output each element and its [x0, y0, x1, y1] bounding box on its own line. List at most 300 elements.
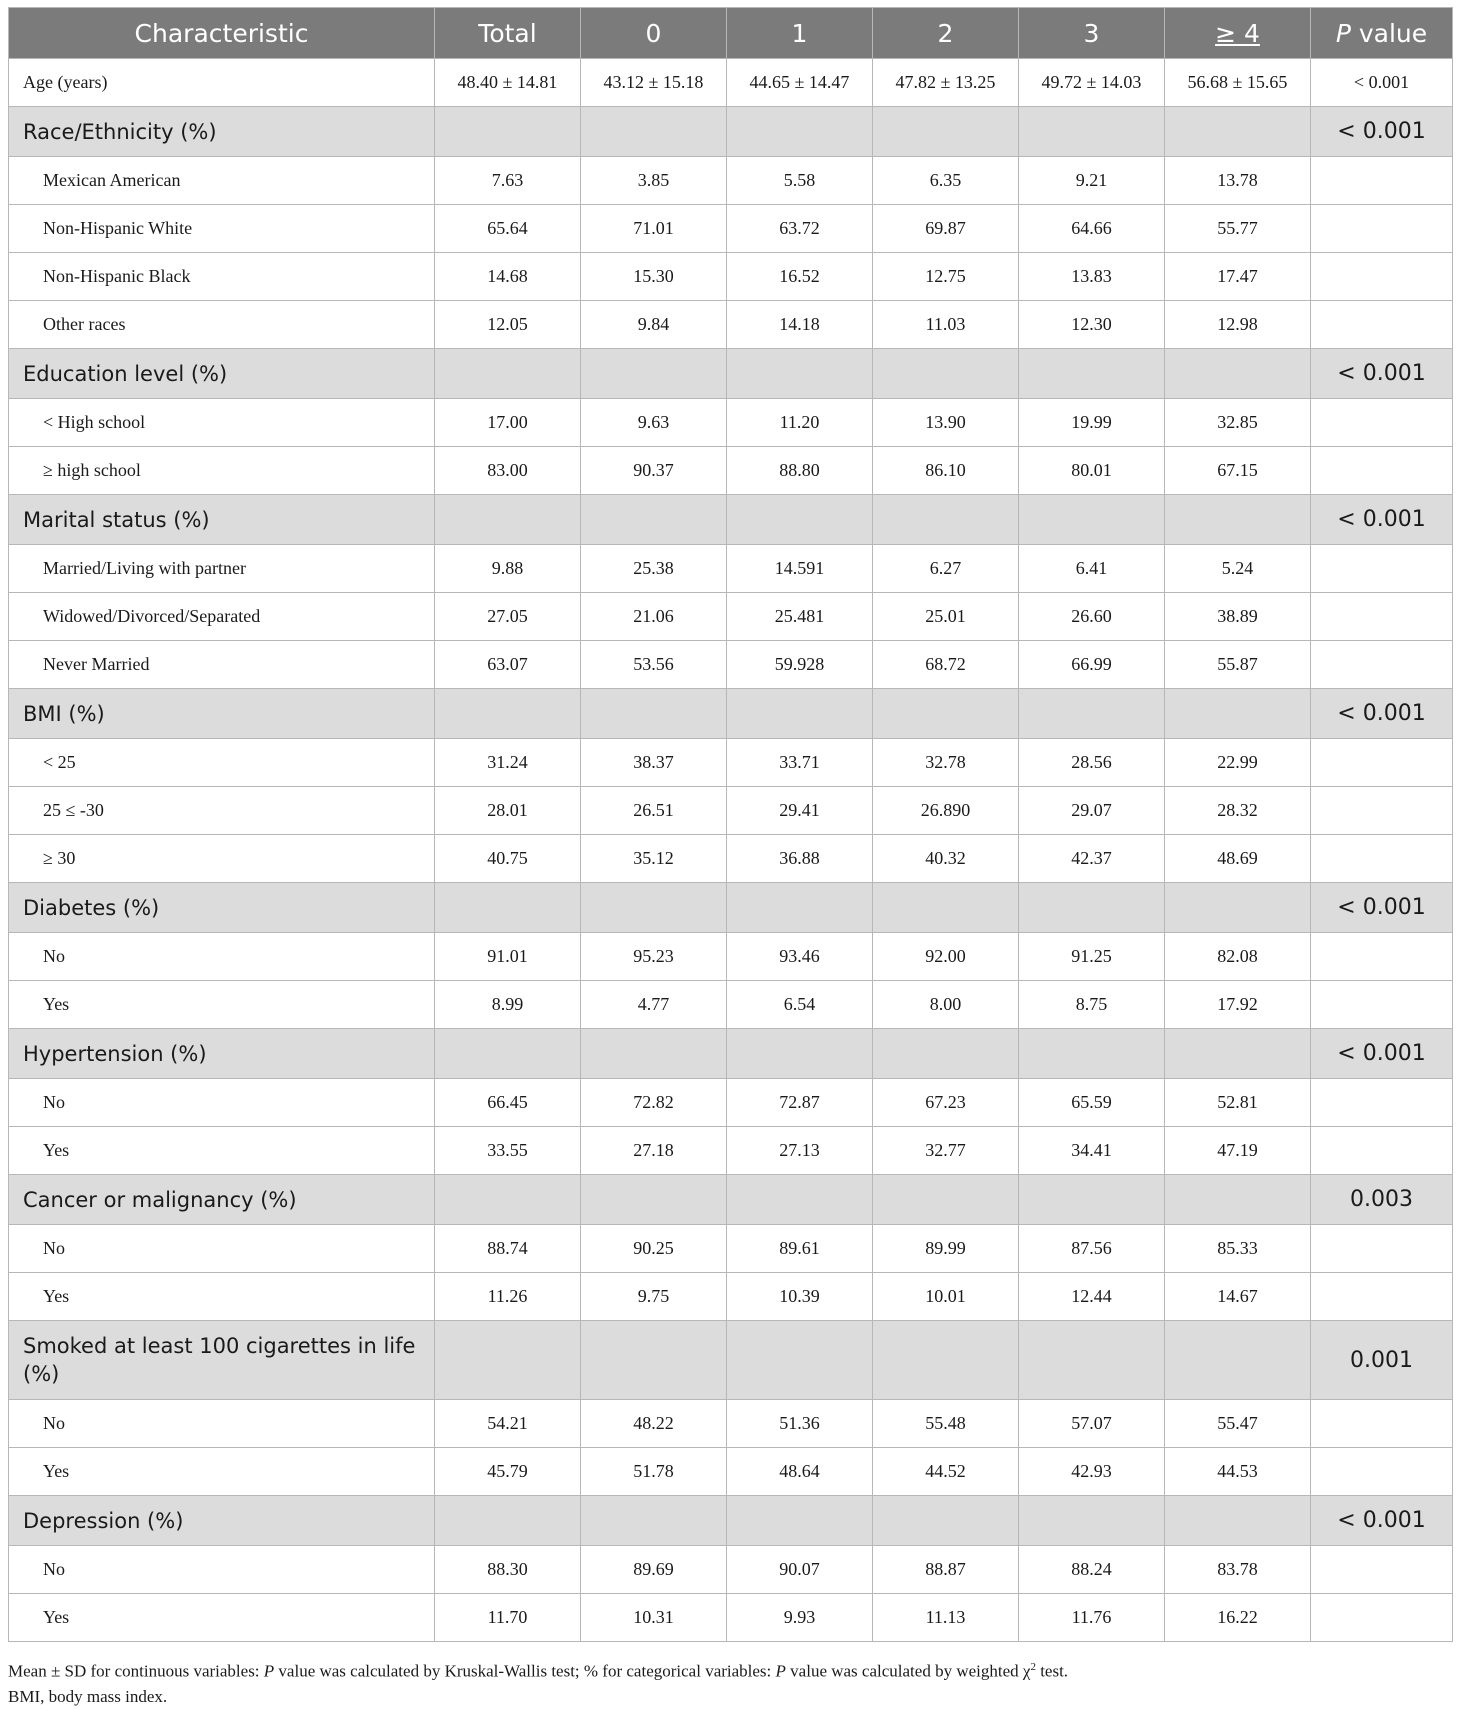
header-group-1: 1: [727, 8, 873, 59]
row-label: No: [9, 1225, 435, 1273]
row-value: 29.41: [727, 787, 873, 835]
row-value: 95.23: [581, 933, 727, 981]
section-label: Education level (%): [9, 349, 435, 399]
row-value: 10.31: [581, 1594, 727, 1642]
section-empty-cell: [727, 1321, 873, 1400]
row-value: 90.37: [581, 447, 727, 495]
row-value: 52.81: [1165, 1079, 1311, 1127]
table-row: [9, 1448, 1453, 1496]
row-value: 9.63: [581, 399, 727, 447]
row-p-empty: [1311, 205, 1453, 253]
row-value: 35.12: [581, 835, 727, 883]
row-value: 25.481: [727, 593, 873, 641]
section-empty-cell: [435, 1175, 581, 1225]
row-value: 67.15: [1165, 447, 1311, 495]
section-empty-cell: [873, 1029, 1019, 1079]
row-value: 54.21: [435, 1400, 581, 1448]
row-label: Mexican American: [9, 157, 435, 205]
section-empty-cell: [1019, 1496, 1165, 1546]
row-p-empty: [1311, 447, 1453, 495]
section-empty-cell: [435, 1321, 581, 1400]
section-empty-cell: [873, 495, 1019, 545]
section-p-value: 0.003: [1311, 1175, 1453, 1225]
section-label: Hypertension (%): [9, 1029, 435, 1079]
section-header-row: [9, 495, 1453, 545]
row-value: 53.56: [581, 641, 727, 689]
section-empty-cell: [1165, 495, 1311, 545]
section-header-row: [9, 1029, 1453, 1079]
row-value: 44.53: [1165, 1448, 1311, 1496]
row-value: 63.07: [435, 641, 581, 689]
row-value: 55.87: [1165, 641, 1311, 689]
row-label: No: [9, 933, 435, 981]
row-value: 55.77: [1165, 205, 1311, 253]
row-value: 19.99: [1019, 399, 1165, 447]
table-row: [9, 399, 1453, 447]
row-value: 9.21: [1019, 157, 1165, 205]
row-value: 27.05: [435, 593, 581, 641]
row-value: 65.64: [435, 205, 581, 253]
table-row: [9, 253, 1453, 301]
table-row: [9, 787, 1453, 835]
section-empty-cell: [1019, 107, 1165, 157]
row-value: 88.30: [435, 1546, 581, 1594]
row-value: 32.78: [873, 739, 1019, 787]
table-row: [9, 933, 1453, 981]
row-value: 9.75: [581, 1273, 727, 1321]
section-empty-cell: [581, 495, 727, 545]
row-value: 6.35: [873, 157, 1019, 205]
row-value: 72.82: [581, 1079, 727, 1127]
header-group-3: 3: [1019, 8, 1165, 59]
row-value: 13.78: [1165, 157, 1311, 205]
header-p-value-label: [1336, 19, 1427, 48]
section-header-row: [9, 689, 1453, 739]
section-empty-cell: [1019, 1175, 1165, 1225]
age-group-0: 43.12 ± 15.18: [581, 59, 727, 107]
row-value: 93.46: [727, 933, 873, 981]
section-empty-cell: [581, 689, 727, 739]
row-value: 72.87: [727, 1079, 873, 1127]
header-characteristic: Characteristic: [9, 8, 435, 59]
row-value: 42.37: [1019, 835, 1165, 883]
footnote-p-letter-2: P: [775, 1661, 786, 1681]
row-value: 33.55: [435, 1127, 581, 1175]
section-empty-cell: [873, 1321, 1019, 1400]
row-value: 28.32: [1165, 787, 1311, 835]
row-p-empty: [1311, 1273, 1453, 1321]
row-value: 25.38: [581, 545, 727, 593]
section-empty-cell: [435, 349, 581, 399]
section-header-row: [9, 349, 1453, 399]
section-p-value: 0.001: [1311, 1321, 1453, 1400]
row-value: 28.56: [1019, 739, 1165, 787]
section-empty-cell: [873, 107, 1019, 157]
row-value: 80.01: [1019, 447, 1165, 495]
row-value: 47.19: [1165, 1127, 1311, 1175]
section-empty-cell: [435, 495, 581, 545]
footnote-methods: [8, 1655, 1448, 1684]
section-label: Diabetes (%): [9, 883, 435, 933]
row-label: No: [9, 1400, 435, 1448]
section-empty-cell: [727, 883, 873, 933]
row-value: 27.13: [727, 1127, 873, 1175]
row-value: 42.93: [1019, 1448, 1165, 1496]
row-value: 91.25: [1019, 933, 1165, 981]
footnote-part3: value was calculated by weighted χ: [785, 1661, 1031, 1681]
section-empty-cell: [1019, 883, 1165, 933]
section-empty-cell: [727, 1175, 873, 1225]
age-label: Age (years): [9, 59, 435, 107]
table-row: [9, 205, 1453, 253]
characteristics-table: [8, 7, 1453, 1642]
header-group-4-plus-label: ≥ 4: [1215, 18, 1260, 48]
row-value: 10.01: [873, 1273, 1019, 1321]
section-p-value: < 0.001: [1311, 1496, 1453, 1546]
row-value: 13.83: [1019, 253, 1165, 301]
section-label: Depression (%): [9, 1496, 435, 1546]
row-value: 45.79: [435, 1448, 581, 1496]
section-empty-cell: [581, 1496, 727, 1546]
row-p-empty: [1311, 545, 1453, 593]
header-p-italic: P: [1335, 18, 1351, 48]
age-group-2: 47.82 ± 13.25: [873, 59, 1019, 107]
row-value: 66.99: [1019, 641, 1165, 689]
section-empty-cell: [1165, 1321, 1311, 1400]
header-group-4-plus: [1165, 8, 1311, 59]
row-value: 12.05: [435, 301, 581, 349]
row-value: 7.63: [435, 157, 581, 205]
row-value: 67.23: [873, 1079, 1019, 1127]
row-value: 36.88: [727, 835, 873, 883]
section-header-row: [9, 1496, 1453, 1546]
row-value: 88.74: [435, 1225, 581, 1273]
row-value: 64.66: [1019, 205, 1165, 253]
row-value: 11.20: [727, 399, 873, 447]
section-empty-cell: [873, 883, 1019, 933]
row-value: 40.75: [435, 835, 581, 883]
row-p-empty: [1311, 399, 1453, 447]
row-value: 8.75: [1019, 981, 1165, 1029]
table-row: [9, 1546, 1453, 1594]
section-label: Cancer or malignancy (%): [9, 1175, 435, 1225]
row-value: 88.24: [1019, 1546, 1165, 1594]
row-p-empty: [1311, 253, 1453, 301]
section-empty-cell: [1165, 883, 1311, 933]
row-value: 9.84: [581, 301, 727, 349]
table-body: [9, 59, 1453, 1642]
row-label: No: [9, 1079, 435, 1127]
section-empty-cell: [727, 1496, 873, 1546]
row-value: 68.72: [873, 641, 1019, 689]
row-value: 38.37: [581, 739, 727, 787]
section-p-value: < 0.001: [1311, 107, 1453, 157]
header-p-value: [1311, 8, 1453, 59]
section-empty-cell: [1019, 689, 1165, 739]
section-empty-cell: [435, 689, 581, 739]
row-p-empty: [1311, 301, 1453, 349]
row-value: 9.93: [727, 1594, 873, 1642]
row-value: 51.78: [581, 1448, 727, 1496]
section-empty-cell: [581, 107, 727, 157]
row-value: 8.99: [435, 981, 581, 1029]
row-p-empty: [1311, 1400, 1453, 1448]
row-p-empty: [1311, 1127, 1453, 1175]
section-empty-cell: [435, 1029, 581, 1079]
header-row: [9, 8, 1453, 59]
section-empty-cell: [1165, 1029, 1311, 1079]
section-empty-cell: [727, 495, 873, 545]
row-value: 83.78: [1165, 1546, 1311, 1594]
row-value: 44.52: [873, 1448, 1019, 1496]
row-p-empty: [1311, 787, 1453, 835]
row-label: Yes: [9, 1273, 435, 1321]
row-value: 12.44: [1019, 1273, 1165, 1321]
row-value: 4.77: [581, 981, 727, 1029]
row-value: 10.39: [727, 1273, 873, 1321]
table-row: [9, 545, 1453, 593]
row-value: 38.89: [1165, 593, 1311, 641]
section-empty-cell: [1165, 107, 1311, 157]
row-value: 90.07: [727, 1546, 873, 1594]
row-value: 91.01: [435, 933, 581, 981]
section-empty-cell: [1165, 349, 1311, 399]
row-value: 11.26: [435, 1273, 581, 1321]
footnote-abbreviation: BMI, body mass index.: [8, 1686, 168, 1706]
row-value: 14.67: [1165, 1273, 1311, 1321]
row-value: 55.48: [873, 1400, 1019, 1448]
table-row: [9, 1079, 1453, 1127]
row-value: 88.80: [727, 447, 873, 495]
section-empty-cell: [435, 883, 581, 933]
row-p-empty: [1311, 981, 1453, 1029]
row-label: Non-Hispanic White: [9, 205, 435, 253]
row-value: 16.22: [1165, 1594, 1311, 1642]
row-value: 89.69: [581, 1546, 727, 1594]
row-value: 69.87: [873, 205, 1019, 253]
row-value: 6.41: [1019, 545, 1165, 593]
row-value: 17.47: [1165, 253, 1311, 301]
row-label: ≥ 30: [9, 835, 435, 883]
row-p-empty: [1311, 1594, 1453, 1642]
section-empty-cell: [1165, 1175, 1311, 1225]
section-empty-cell: [873, 1496, 1019, 1546]
header-p-rest: value: [1350, 18, 1428, 48]
header-total: Total: [435, 8, 581, 59]
row-label: Yes: [9, 1594, 435, 1642]
row-value: 14.18: [727, 301, 873, 349]
section-p-value: < 0.001: [1311, 689, 1453, 739]
footnote-part1: Mean ± SD for continuous variables:: [8, 1661, 264, 1681]
section-empty-cell: [581, 883, 727, 933]
row-value: 12.98: [1165, 301, 1311, 349]
row-value: 57.07: [1019, 1400, 1165, 1448]
age-group-4-plus: 56.68 ± 15.65: [1165, 59, 1311, 107]
row-value: 25.01: [873, 593, 1019, 641]
row-value: 21.06: [581, 593, 727, 641]
section-header-row: [9, 1175, 1453, 1225]
row-value: 48.69: [1165, 835, 1311, 883]
section-header-row: [9, 107, 1453, 157]
row-value: 15.30: [581, 253, 727, 301]
section-empty-cell: [1019, 1321, 1165, 1400]
age-group-3: 49.72 ± 14.03: [1019, 59, 1165, 107]
age-row: [9, 59, 1453, 107]
row-label: 25 ≤ -30: [9, 787, 435, 835]
section-label: Smoked at least 100 cigarettes in life (%): [9, 1321, 435, 1400]
row-value: 17.92: [1165, 981, 1311, 1029]
table-row: [9, 447, 1453, 495]
row-value: 14.591: [727, 545, 873, 593]
row-value: 26.60: [1019, 593, 1165, 641]
row-value: 32.85: [1165, 399, 1311, 447]
row-value: 66.45: [435, 1079, 581, 1127]
row-value: 3.85: [581, 157, 727, 205]
row-label: < 25: [9, 739, 435, 787]
row-p-empty: [1311, 641, 1453, 689]
header-group-2: 2: [873, 8, 1019, 59]
row-value: 26.51: [581, 787, 727, 835]
table-row: [9, 641, 1453, 689]
header-group-0: 0: [581, 8, 727, 59]
row-value: 48.64: [727, 1448, 873, 1496]
age-p-value: < 0.001: [1311, 59, 1453, 107]
row-p-empty: [1311, 1225, 1453, 1273]
row-value: 29.07: [1019, 787, 1165, 835]
row-label: < High school: [9, 399, 435, 447]
row-p-empty: [1311, 933, 1453, 981]
section-empty-cell: [873, 689, 1019, 739]
table-row: [9, 981, 1453, 1029]
row-label: Never Married: [9, 641, 435, 689]
row-value: 11.70: [435, 1594, 581, 1642]
row-value: 83.00: [435, 447, 581, 495]
row-value: 89.61: [727, 1225, 873, 1273]
row-value: 16.52: [727, 253, 873, 301]
row-label: Yes: [9, 981, 435, 1029]
row-label: No: [9, 1546, 435, 1594]
row-label: ≥ high school: [9, 447, 435, 495]
section-empty-cell: [1165, 1496, 1311, 1546]
section-p-value: < 0.001: [1311, 883, 1453, 933]
table-footnotes: [8, 1655, 1448, 1709]
footnote-part2: value was calculated by Kruskal-Wallis test; % for categorical variables:: [274, 1661, 776, 1681]
section-label: Race/Ethnicity (%): [9, 107, 435, 157]
footnote-superscript: 2: [1030, 1661, 1036, 1673]
row-value: 28.01: [435, 787, 581, 835]
row-value: 11.76: [1019, 1594, 1165, 1642]
section-label: BMI (%): [9, 689, 435, 739]
row-value: 5.58: [727, 157, 873, 205]
table-row: [9, 301, 1453, 349]
row-value: 22.99: [1165, 739, 1311, 787]
section-empty-cell: [1019, 349, 1165, 399]
row-value: 12.30: [1019, 301, 1165, 349]
row-value: 71.01: [581, 205, 727, 253]
row-value: 17.00: [435, 399, 581, 447]
row-value: 82.08: [1165, 933, 1311, 981]
section-empty-cell: [873, 349, 1019, 399]
section-empty-cell: [581, 1175, 727, 1225]
row-value: 48.22: [581, 1400, 727, 1448]
row-value: 33.71: [727, 739, 873, 787]
row-value: 90.25: [581, 1225, 727, 1273]
section-empty-cell: [581, 1029, 727, 1079]
row-label: Married/Living with partner: [9, 545, 435, 593]
section-empty-cell: [727, 107, 873, 157]
row-p-empty: [1311, 157, 1453, 205]
table-row: [9, 1273, 1453, 1321]
row-p-empty: [1311, 1546, 1453, 1594]
row-value: 27.18: [581, 1127, 727, 1175]
row-value: 12.75: [873, 253, 1019, 301]
table-container: [8, 7, 1452, 1642]
table-row: [9, 1400, 1453, 1448]
section-empty-cell: [1165, 689, 1311, 739]
row-label: Yes: [9, 1448, 435, 1496]
row-value: 59.928: [727, 641, 873, 689]
row-label: Non-Hispanic Black: [9, 253, 435, 301]
row-p-empty: [1311, 739, 1453, 787]
section-label: Marital status (%): [9, 495, 435, 545]
footnote-part4: test.: [1035, 1661, 1069, 1681]
section-empty-cell: [1019, 495, 1165, 545]
age-group-1: 44.65 ± 14.47: [727, 59, 873, 107]
row-value: 14.68: [435, 253, 581, 301]
row-value: 40.32: [873, 835, 1019, 883]
row-p-empty: [1311, 1448, 1453, 1496]
row-value: 51.36: [727, 1400, 873, 1448]
row-value: 92.00: [873, 933, 1019, 981]
row-value: 89.99: [873, 1225, 1019, 1273]
section-header-row: [9, 883, 1453, 933]
row-value: 8.00: [873, 981, 1019, 1029]
row-value: 55.47: [1165, 1400, 1311, 1448]
footnote-p-letter-1: P: [263, 1661, 275, 1681]
row-value: 87.56: [1019, 1225, 1165, 1273]
section-empty-cell: [435, 107, 581, 157]
table-row: [9, 157, 1453, 205]
section-empty-cell: [435, 1496, 581, 1546]
section-empty-cell: [873, 1175, 1019, 1225]
row-label: Yes: [9, 1127, 435, 1175]
row-value: 13.90: [873, 399, 1019, 447]
row-value: 9.88: [435, 545, 581, 593]
section-header-row: [9, 1321, 1453, 1400]
section-p-value: < 0.001: [1311, 1029, 1453, 1079]
section-empty-cell: [581, 1321, 727, 1400]
row-value: 11.03: [873, 301, 1019, 349]
table-row: [9, 1225, 1453, 1273]
section-empty-cell: [1019, 1029, 1165, 1079]
section-empty-cell: [581, 349, 727, 399]
row-value: 32.77: [873, 1127, 1019, 1175]
section-p-value: < 0.001: [1311, 495, 1453, 545]
row-label: Other races: [9, 301, 435, 349]
row-value: 34.41: [1019, 1127, 1165, 1175]
section-empty-cell: [727, 349, 873, 399]
row-value: 26.890: [873, 787, 1019, 835]
row-value: 6.27: [873, 545, 1019, 593]
table-row: [9, 593, 1453, 641]
table-row: [9, 835, 1453, 883]
row-value: 85.33: [1165, 1225, 1311, 1273]
row-p-empty: [1311, 593, 1453, 641]
section-empty-cell: [727, 1029, 873, 1079]
age-total: 48.40 ± 14.81: [435, 59, 581, 107]
row-value: 86.10: [873, 447, 1019, 495]
row-value: 31.24: [435, 739, 581, 787]
